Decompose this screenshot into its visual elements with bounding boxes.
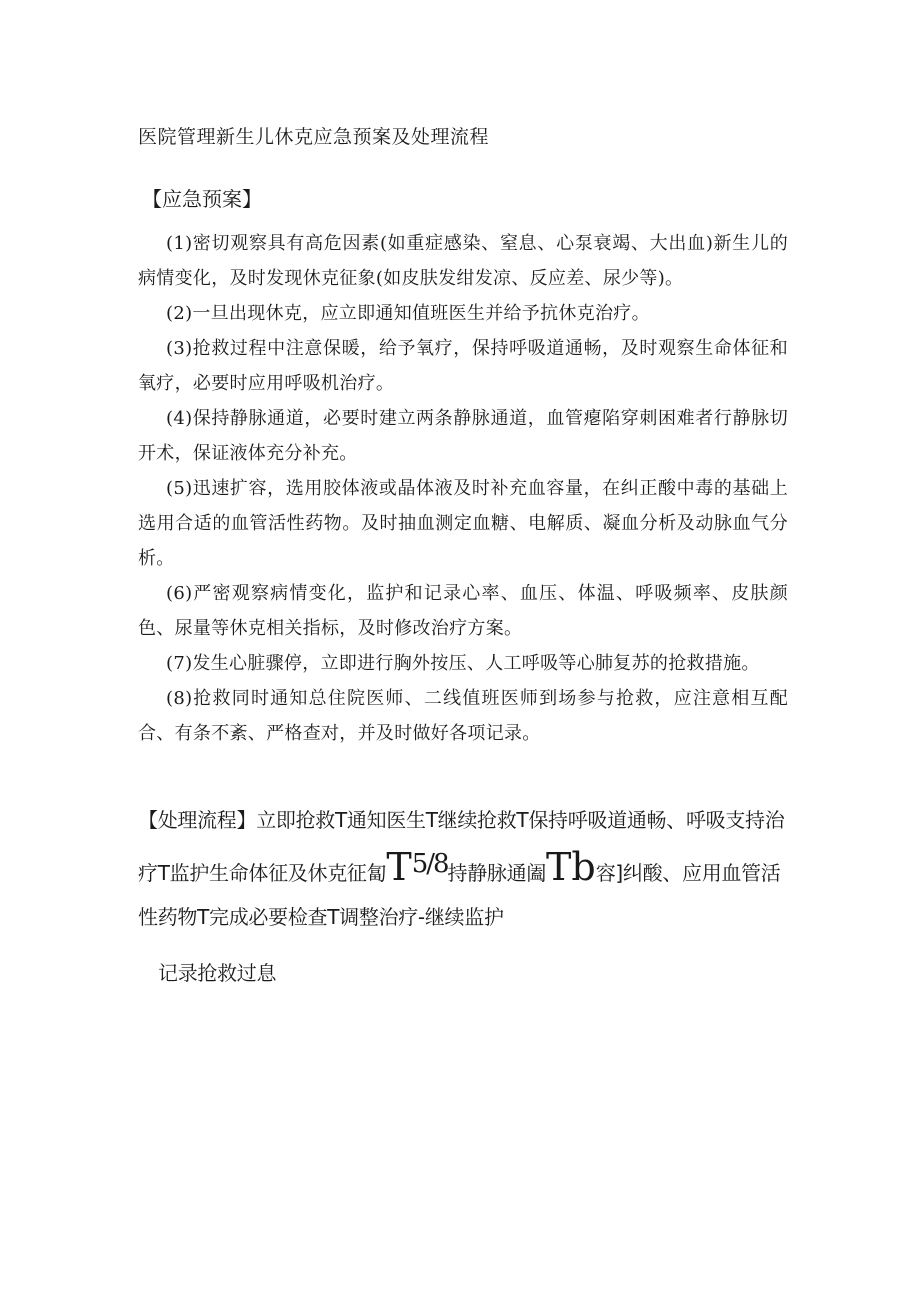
plan-heading: 【应急预案】 <box>142 187 262 211</box>
plan-item-1: (1)密切观察具有高危因素(如重症感染、窒息、心泵衰竭、大出血)新生儿的病情变化，及时发现休克征象(如皮肤发绀发凉、反应差、尿少等)。 <box>138 233 788 289</box>
flow-part-2: 持静脉通阖 <box>447 861 547 885</box>
flow-tail: 记录抢救过息 <box>158 961 277 985</box>
flow-part-3: 容]纠酸、应用血管活性药物T完成必要检查T调整治疗-继续监护 <box>138 861 781 929</box>
document-title: 医院管理新生儿休克应急预案及处理流程 <box>138 126 490 148</box>
plan-item-5: (5)迅速扩容，选用胶体液或晶体液及时补充血容量，在纠正酸中毒的基础上选用合适的血管活性药物。及时抽血测定血糖、电解质、凝血分析及动脉血气分析。 <box>138 478 788 569</box>
plan-item-2: (2)一旦出现休克，应立即通知值班医生并给予抗休克治疗。 <box>166 303 650 324</box>
plan-list <box>138 226 788 751</box>
plan-item-7: (7)发生心脏骤停，立即进行胸外按压、人工呼吸等心肺复苏的抢救措施。 <box>166 653 760 674</box>
plan-item-3: (3)抢救过程中注意保暖，给予氧疗，保持呼吸道通畅，及时观察生命体征和氧疗，必要时应用呼吸机治疗。 <box>138 338 788 394</box>
process-flow <box>138 798 798 995</box>
flow-big-glyph-1: T <box>386 845 412 889</box>
plan-item-6: (6)严密观察病情变化，监护和记录心率、血压、体温、呼吸频率、皮肤颜色、尿量等休克相关指标，及时修改治疗方案。 <box>138 583 788 639</box>
flow-text <box>138 798 798 939</box>
plan-item-8: (8)抢救同时通知总住院医师、二线值班医师到场参与抢救，应注意相互配合、有条不紊、严格查对，并及时做好各项记录。 <box>138 688 788 744</box>
flow-part-1: 【处理流程】立即抢救T通知医生T继续抢救T保持呼吸道通畅、呼吸支持治疗T监护生命体征及休克征匐 <box>138 808 785 885</box>
plan-item-4: (4)保持静脉通道，必要时建立两条静脉通道，血管瘪陷穿刺困难者行静脉切开术，保证液体充分补充。 <box>138 408 788 464</box>
flow-sup-glyph: 5/8 <box>411 849 448 879</box>
flow-big-glyph-2: Tb <box>546 845 596 889</box>
